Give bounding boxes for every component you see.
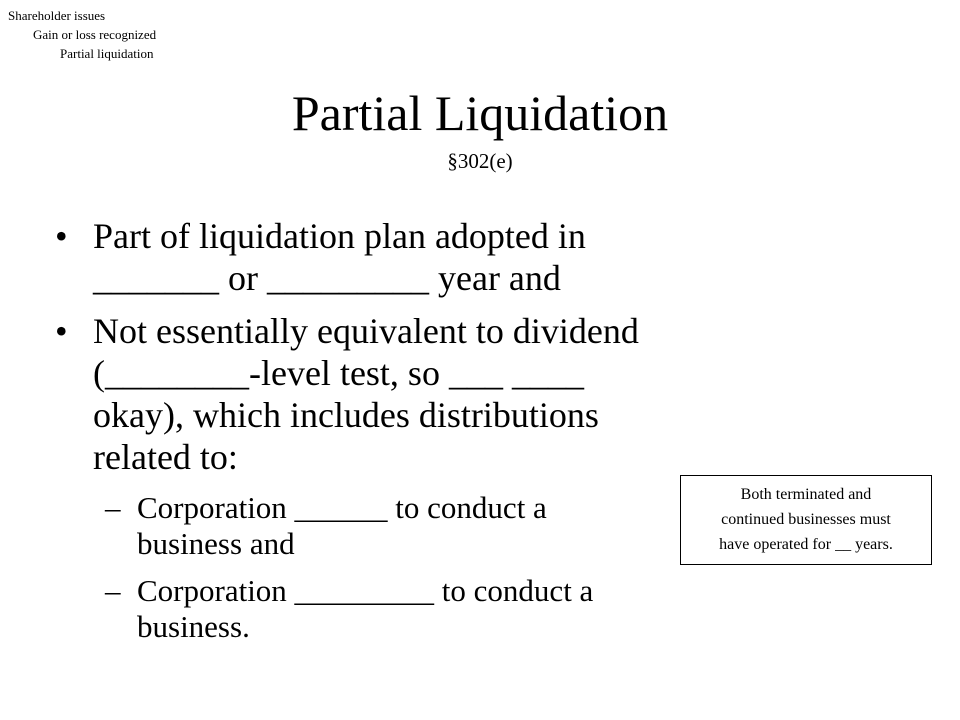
bullet-line: Part of liquidation plan adopted in	[93, 216, 586, 256]
bullet-line: (________-level test, so ___ ____	[93, 353, 584, 393]
bullet-marker: •	[55, 216, 68, 256]
bullet-marker: •	[55, 311, 68, 351]
slide-title: Partial Liquidation	[291, 85, 669, 141]
sub-bullet-item	[55, 573, 755, 645]
breadcrumb	[8, 6, 156, 63]
slide-subtitle: §302(e)	[447, 149, 513, 173]
bullet-line: Not essentially equivalent to dividend	[93, 311, 639, 351]
breadcrumb-item-shareholder-issues: Shareholder issues	[8, 8, 106, 23]
sub-bullet-item	[55, 490, 755, 562]
sub-bullet-line: business and	[137, 526, 295, 561]
bullet-list	[55, 215, 755, 656]
breadcrumb-item-gain-or-loss: Gain or loss recognized	[33, 27, 157, 42]
bullet-line: okay), which includes distributions	[93, 395, 599, 435]
note-callout-box	[680, 475, 932, 565]
sub-bullet-line: business.	[137, 609, 250, 644]
note-line: continued businesses must	[721, 511, 891, 528]
breadcrumb-item-partial-liquidation: Partial liquidation	[60, 46, 154, 61]
sub-bullet-line: Corporation _________ to conduct a	[137, 573, 594, 608]
sub-bullet-marker: –	[105, 573, 121, 608]
bullet-line: _______ or _________ year and	[93, 258, 561, 298]
note-line: have operated for __ years.	[719, 536, 893, 553]
sub-bullet-marker: –	[105, 490, 121, 525]
bullet-item	[55, 310, 755, 478]
sub-bullet-line: Corporation ______ to conduct a	[137, 490, 547, 525]
note-line: Both terminated and	[740, 486, 872, 503]
bullet-item	[55, 215, 755, 299]
bullet-line: related to:	[93, 437, 238, 477]
